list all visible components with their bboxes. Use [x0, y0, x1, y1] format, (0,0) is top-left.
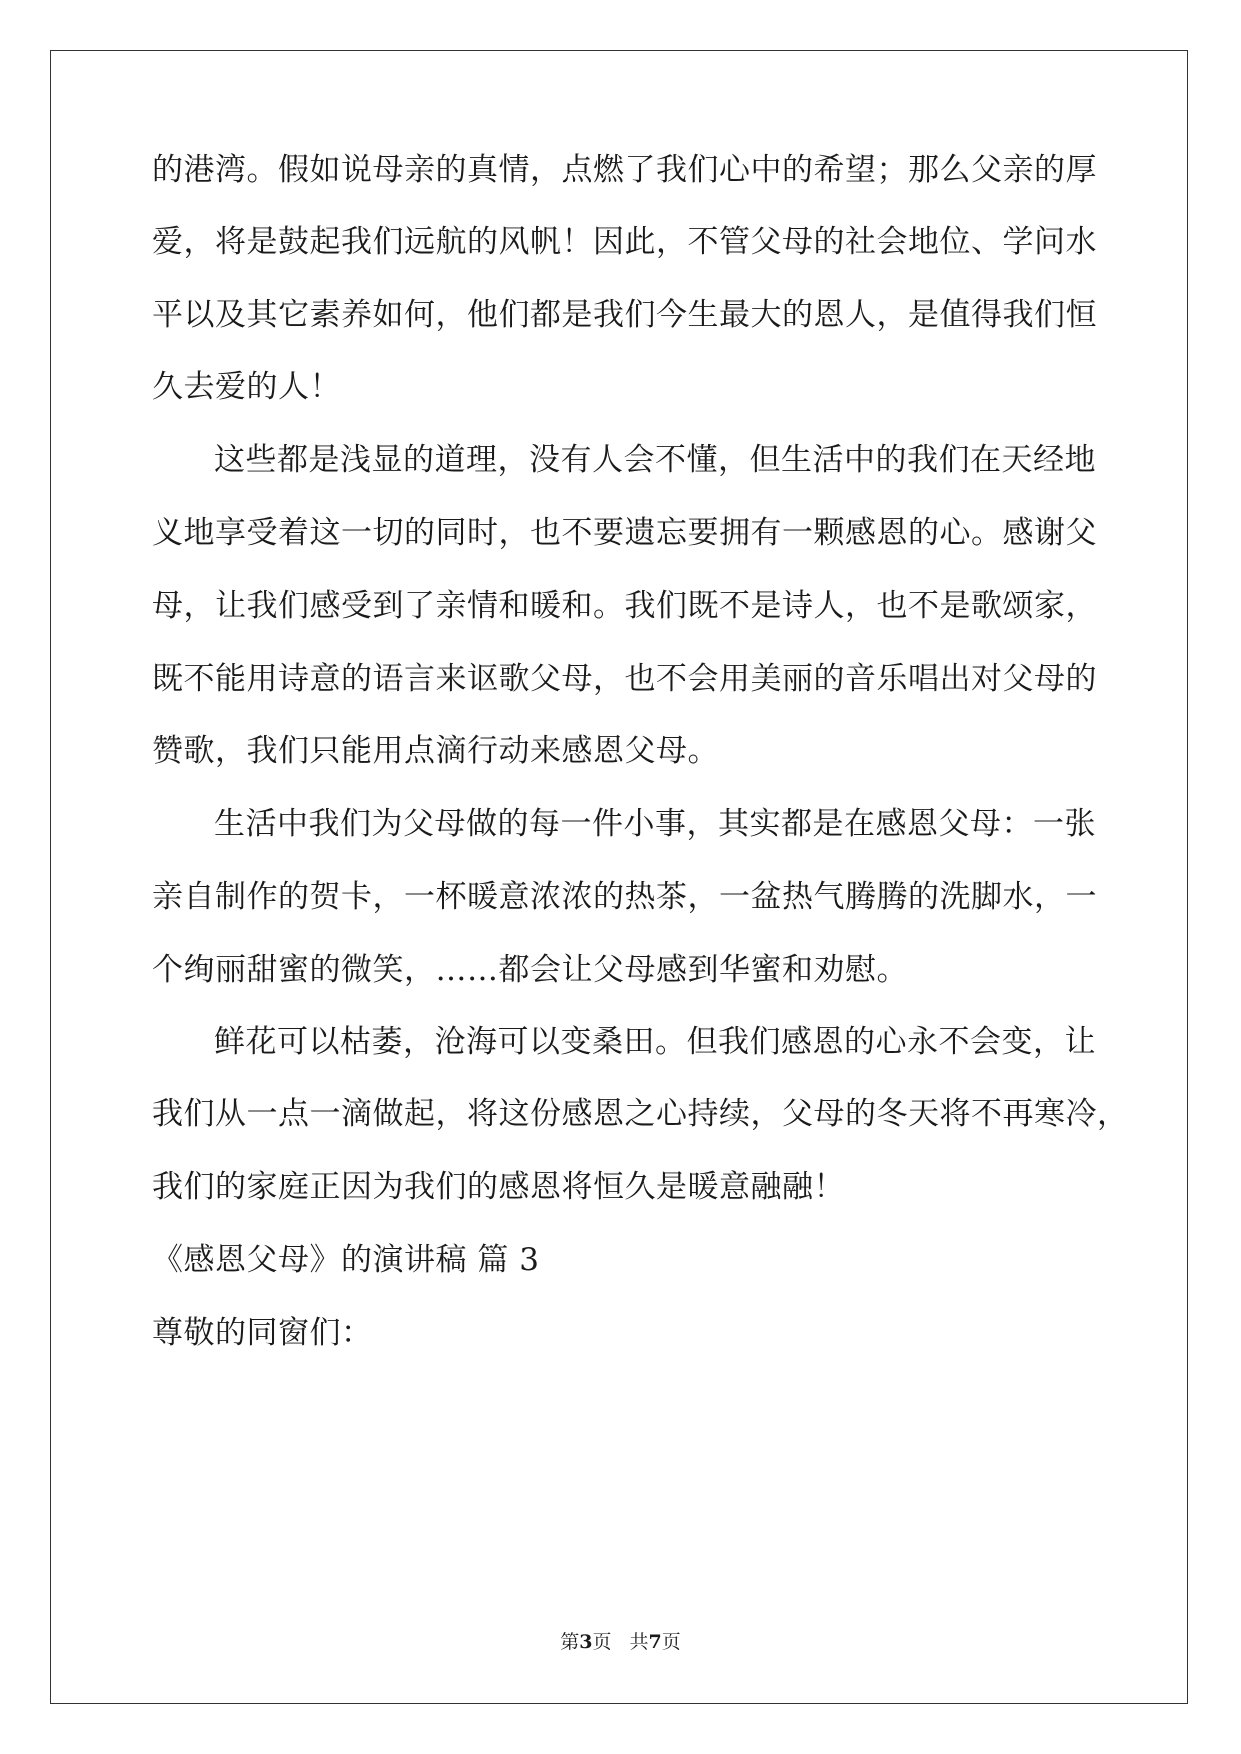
text-line: 我们从一点一滴做起，将这份感恩之心持续，父母的冬天将不再寒冷， [152, 1096, 1129, 1132]
page-prefix: 第 [560, 1631, 580, 1653]
text-line: 个绚丽甜蜜的微笑，……都会让父母感到华蜜和劝慰。 [152, 952, 908, 988]
total-suffix: 页 [661, 1631, 681, 1653]
page-current: 3 [579, 1631, 593, 1653]
salutation: 尊敬的同窗们： [152, 1315, 373, 1351]
text-line: 平以及其它素养如何，他们都是我们今生最大的恩人，是值得我们恒 [152, 297, 1097, 333]
text-line: 既不能用诗意的语言来讴歌父母，也不会用美丽的音乐唱出对父母的 [152, 661, 1097, 697]
page-footer [0, 1630, 1241, 1654]
page-total: 7 [648, 1631, 662, 1653]
text-line: 爱，将是鼓起我们远航的风帆！因此，不管父母的社会地位、学问水 [152, 224, 1097, 260]
text-line: 的港湾。假如说母亲的真情，点燃了我们心中的希望；那么父亲的厚 [152, 152, 1097, 188]
text-line: 亲自制作的贺卡，一杯暖意浓浓的热茶，一盆热气腾腾的洗脚水，一 [152, 879, 1097, 915]
text-line: 母，让我们感受到了亲情和暖和。我们既不是诗人，也不是歌颂家， [152, 588, 1097, 624]
text-line-indented: 这些都是浅显的道理，没有人会不懂，但生活中的我们在天经地 [214, 442, 1096, 478]
section-heading: 《感恩父母》的演讲稿 篇 3 [152, 1242, 540, 1278]
text-line-indented: 生活中我们为父母做的每一件小事，其实都是在感恩父母：一张 [214, 806, 1096, 842]
page-suffix: 页 [592, 1631, 612, 1653]
text-line-indented: 鲜花可以枯萎，沧海可以变桑田。但我们感恩的心永不会变，让 [214, 1024, 1096, 1060]
text-line: 义地享受着这一切的同时，也不要遗忘要拥有一颗感恩的心。感谢父 [152, 515, 1097, 551]
total-prefix: 共 [629, 1631, 649, 1653]
text-line: 久去爱的人！ [152, 369, 341, 405]
text-line: 我们的家庭正因为我们的感恩将恒久是暖意融融！ [152, 1169, 845, 1205]
text-line: 赞歌，我们只能用点滴行动来感恩父母。 [152, 733, 719, 769]
